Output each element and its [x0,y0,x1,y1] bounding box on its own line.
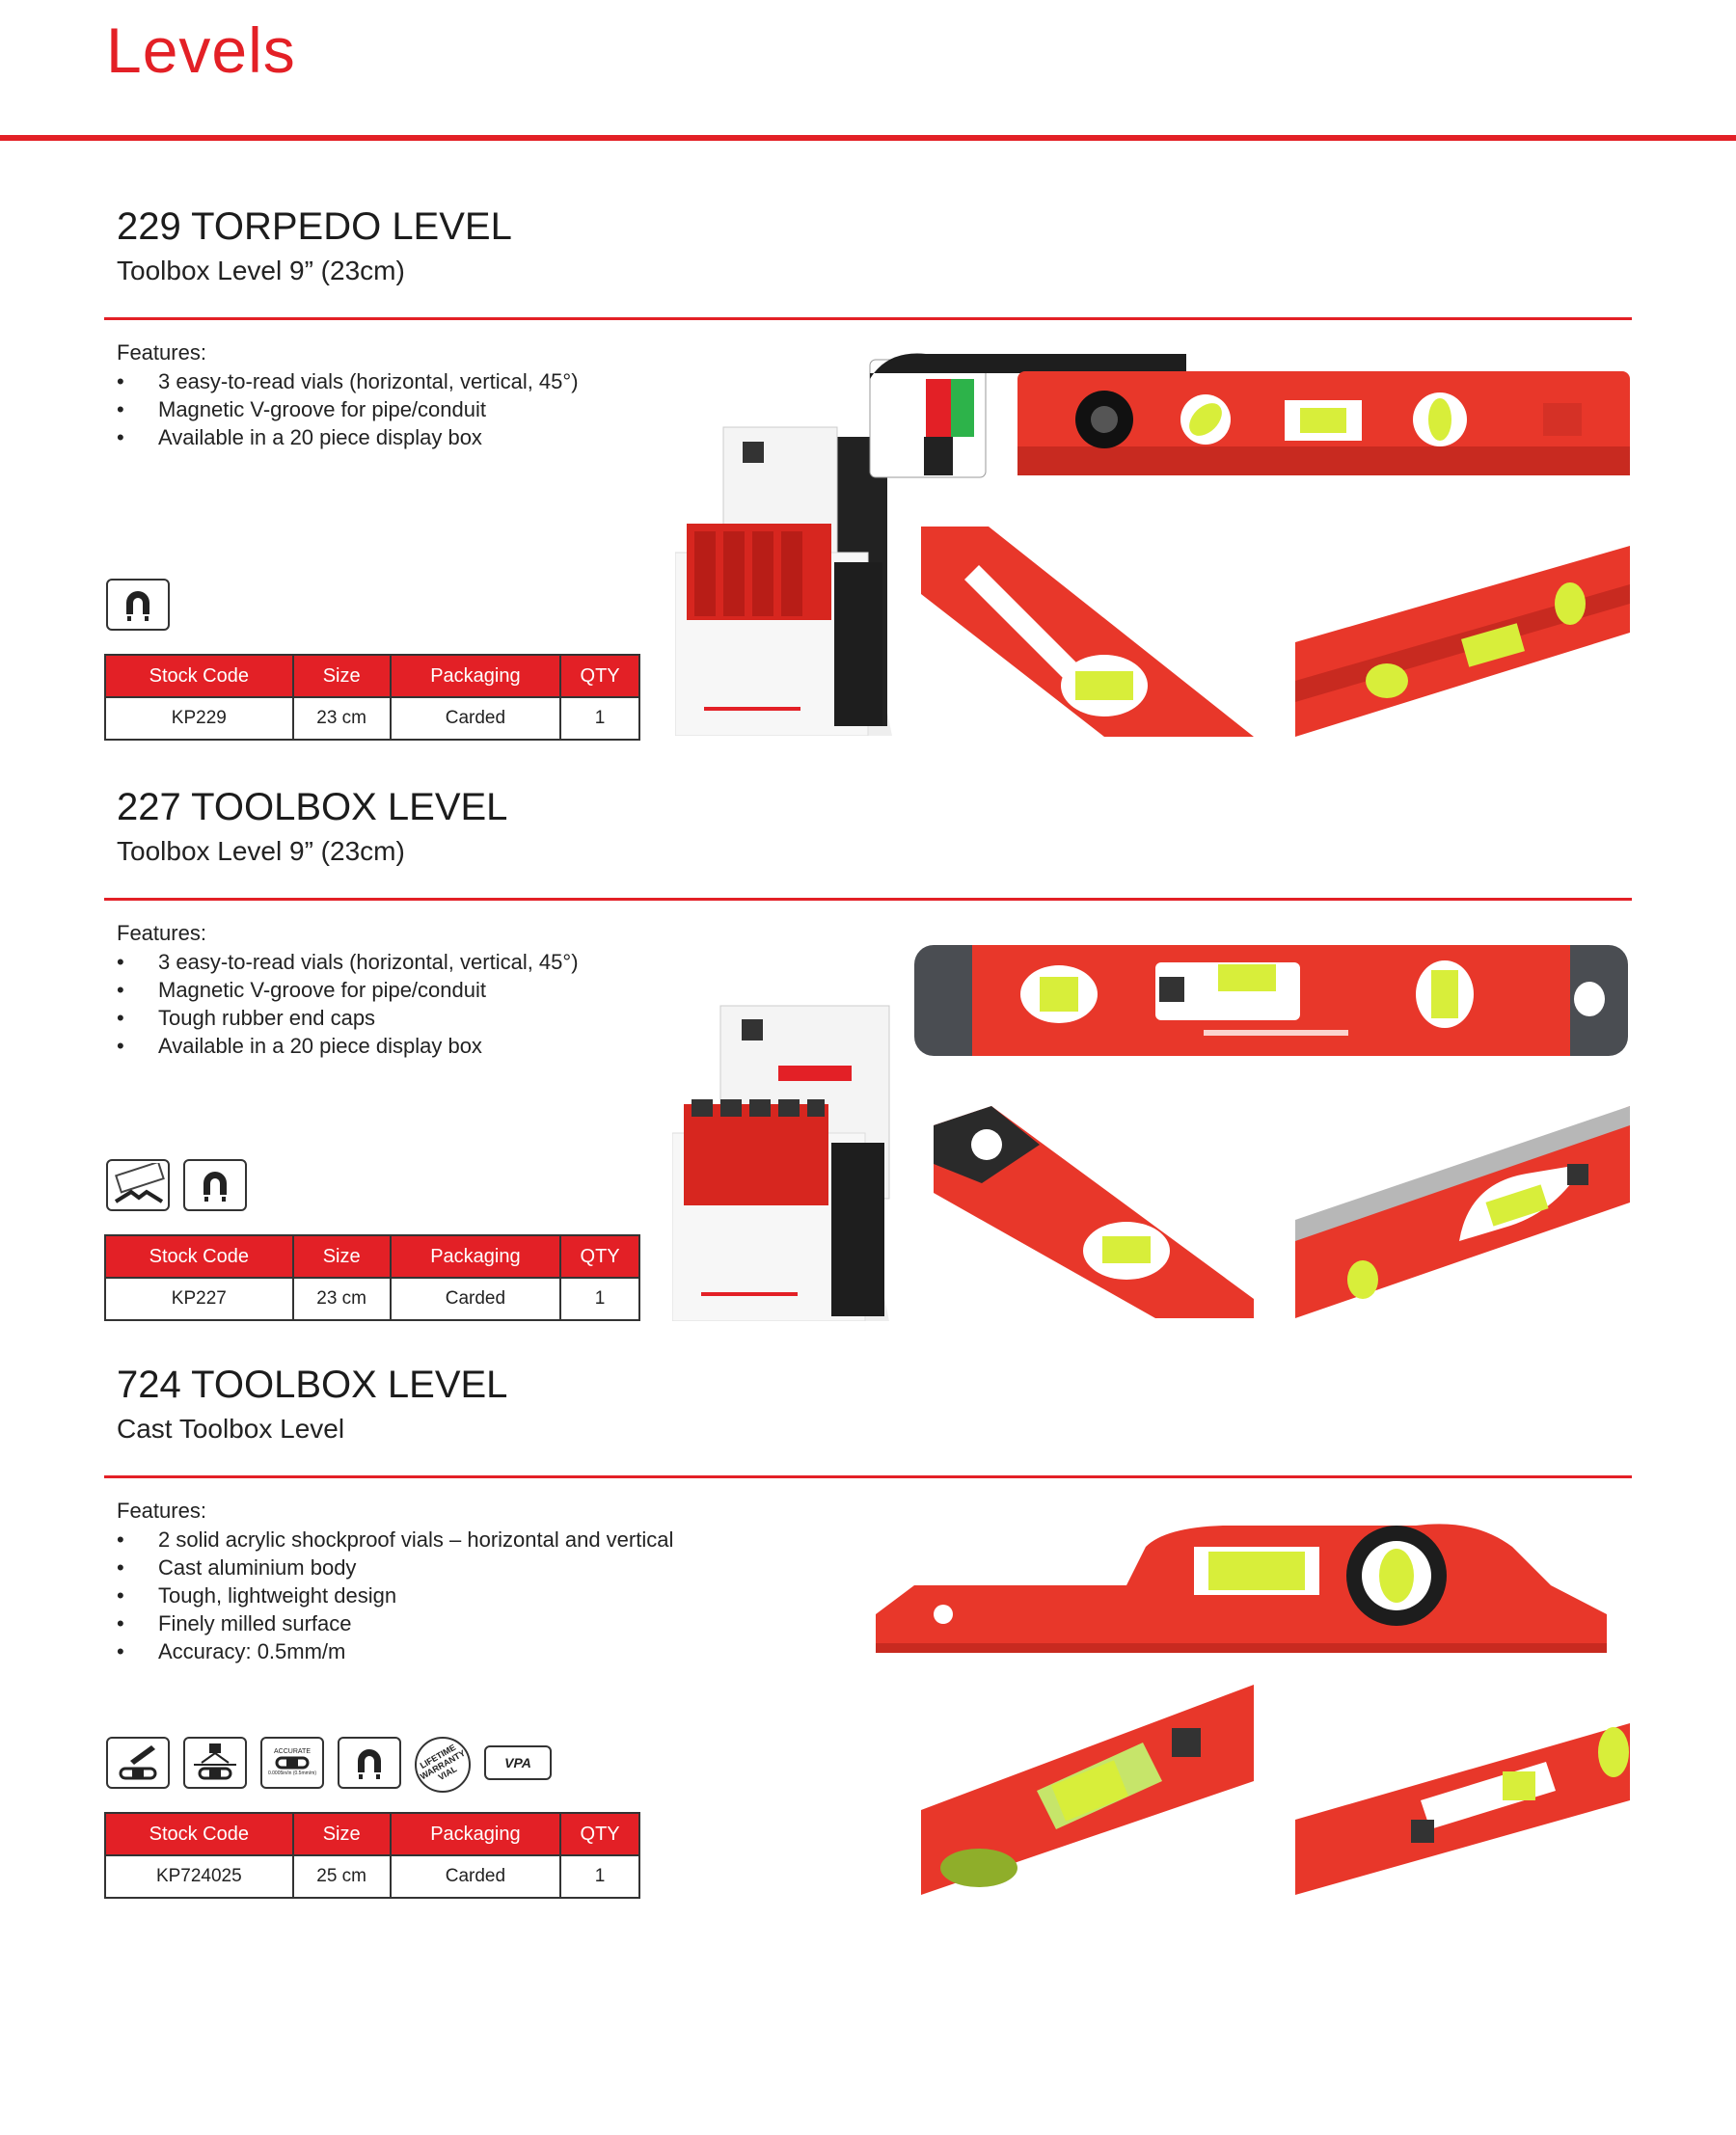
product-title: 229 TORPEDO LEVEL [117,205,512,248]
header-packaging: Packaging [391,1813,561,1855]
feature-list [117,367,579,451]
table-header-row [105,1813,639,1855]
feature-item: • Finely milled surface [117,1609,673,1637]
header-size: Size [293,655,391,697]
main-level-image [876,1508,1607,1662]
cell-qty: 1 [560,1855,639,1898]
feature-item: • Cast aluminium body [117,1554,673,1581]
product-section-724 [0,1364,1736,1942]
magnet-icon [338,1737,401,1789]
cell-stock-code: KP724025 [105,1855,293,1898]
vpa-label: VPA [504,1755,531,1770]
shockproof-vial-icon [106,1737,170,1789]
feature-item: • Magnetic V-groove for pipe/conduit [117,976,579,1004]
v-groove-icon [106,1159,170,1211]
header-size: Size [293,1235,391,1278]
cell-qty: 1 [560,1278,639,1320]
feature-item: • Magnetic V-groove for pipe/conduit [117,395,579,423]
milled-surface-icon [183,1737,247,1789]
closeup-image-left [921,527,1254,737]
cell-packaging: Carded [391,1278,561,1320]
cell-packaging: Carded [391,697,561,740]
header-qty: QTY [560,1235,639,1278]
table-row [105,1278,639,1320]
closeup-image-right [1295,1106,1630,1318]
product-subtitle: Toolbox Level 9” (23cm) [117,836,405,866]
cell-packaging: Carded [391,1855,561,1898]
feature-item: • Accuracy: 0.5mm/m [117,1637,673,1665]
product-section-227 [0,786,1736,1365]
product-subtitle: Toolbox Level 9” (23cm) [117,256,405,285]
table-row [105,697,639,740]
feature-item: • 3 easy-to-read vials (horizontal, vertical, 45°) [117,367,579,395]
lifetime-warranty-icon [415,1737,471,1793]
feature-icons [106,579,170,631]
table-row [105,1855,639,1898]
display-box-image [675,418,892,736]
features-label: Features: [117,1499,206,1523]
carded-level-image [868,350,1630,480]
display-box-image [672,998,892,1321]
product-title: 227 TOOLBOX LEVEL [117,786,508,828]
accuracy-icon [260,1737,324,1789]
feature-list [117,1526,673,1665]
magnet-icon [183,1159,247,1211]
header-stock-code: Stock Code [105,655,293,697]
table-header-row [105,1235,639,1278]
header-stock-code: Stock Code [105,1813,293,1855]
closeup-image-left [934,1106,1254,1318]
spec-table [104,1234,640,1321]
feature-item: • Available in a 20 piece display box [117,1032,579,1060]
feature-item: • Tough rubber end caps [117,1004,579,1032]
product-subtitle: Cast Toolbox Level [117,1414,345,1444]
header-packaging: Packaging [391,655,561,697]
header-packaging: Packaging [391,1235,561,1278]
cell-size: 25 cm [293,1855,391,1898]
cell-size: 23 cm [293,697,391,740]
cell-stock-code: KP229 [105,697,293,740]
product-section-229 [0,205,1736,784]
feature-list [117,948,579,1060]
feature-icons [106,1159,247,1211]
vpa-quality-icon [484,1745,552,1780]
feature-item: • Tough, lightweight design [117,1581,673,1609]
section-divider [104,898,1632,901]
closeup-image-right [1295,1685,1630,1895]
cell-size: 23 cm [293,1278,391,1320]
section-divider [104,317,1632,320]
features-label: Features: [117,921,206,945]
section-divider [104,1475,1632,1478]
page-title: Levels [106,14,296,86]
magnet-icon [106,579,170,631]
main-level-image [914,933,1628,1064]
warranty-label: LIFETIME WARRANTY VIAL [418,1742,468,1783]
feature-icons [106,1737,552,1793]
header-size: Size [293,1813,391,1855]
accuracy-value: 0.0005in/in (0.5mm/m) [267,1770,317,1776]
header-qty: QTY [560,655,639,697]
spec-table [104,654,640,741]
accuracy-label: ACCURATE [274,1748,311,1755]
feature-item: • Available in a 20 piece display box [117,423,579,451]
cell-stock-code: KP227 [105,1278,293,1320]
feature-item: • 2 solid acrylic shockproof vials – horizontal and vertical [117,1526,673,1554]
cell-qty: 1 [560,697,639,740]
header-qty: QTY [560,1813,639,1855]
features-label: Features: [117,340,206,365]
product-title: 724 TOOLBOX LEVEL [117,1364,508,1406]
closeup-image-left [921,1685,1254,1895]
header-stock-code: Stock Code [105,1235,293,1278]
table-header-row [105,655,639,697]
closeup-image-right [1295,527,1630,737]
spec-table [104,1812,640,1899]
feature-item: • 3 easy-to-read vials (horizontal, vertical, 45°) [117,948,579,976]
title-divider [0,135,1736,141]
